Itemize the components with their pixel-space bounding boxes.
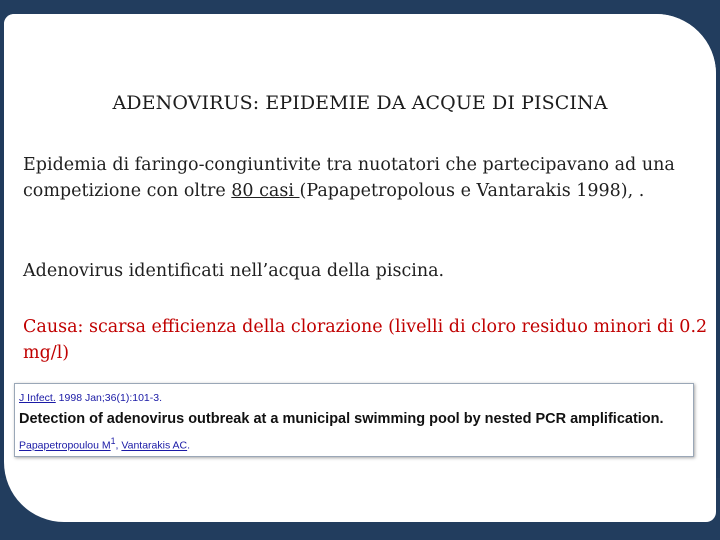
reference-journal-line: [19, 392, 162, 404]
author-link-1[interactable]: Papapetropoulou M: [19, 439, 111, 452]
case-count: 80 casi: [231, 181, 300, 201]
author-separator: ,: [115, 439, 122, 452]
journal-link[interactable]: J Infect.: [19, 392, 56, 404]
reference-title: Detection of adenovirus outbreak at a municipal swimming pool by nested PCR amplification.: [19, 411, 664, 427]
reference-authors: [19, 436, 190, 452]
paragraph-outbreak-text: Epidemia di faringo-congiuntivite tra nuotatori che partecipavano ad una competizione con oltre: [23, 155, 675, 201]
author-1-affiliation: 1: [110, 436, 116, 446]
paragraph-identified: Adenovirus identificati nell’acqua della piscina.: [23, 261, 445, 281]
slide-title: ADENOVIRUS: EPIDEMIE DA ACQUE DI PISCINA: [112, 92, 608, 114]
journal-citation: 1998 Jan;36(1):101-3.: [55, 392, 163, 404]
authors-end: .: [187, 439, 191, 452]
author-link-2[interactable]: Vantarakis AC: [121, 439, 188, 452]
paragraph-outbreak-citation: (Papapetropolous e Vantarakis 1998), .: [299, 181, 645, 201]
paragraph-cause: Causa: scarsa efficienza della clorazione (livelli di cloro residuo minori di 0.2 mg/l): [23, 317, 708, 363]
paragraph-outbreak: [23, 152, 713, 204]
reference-box: [14, 383, 694, 457]
